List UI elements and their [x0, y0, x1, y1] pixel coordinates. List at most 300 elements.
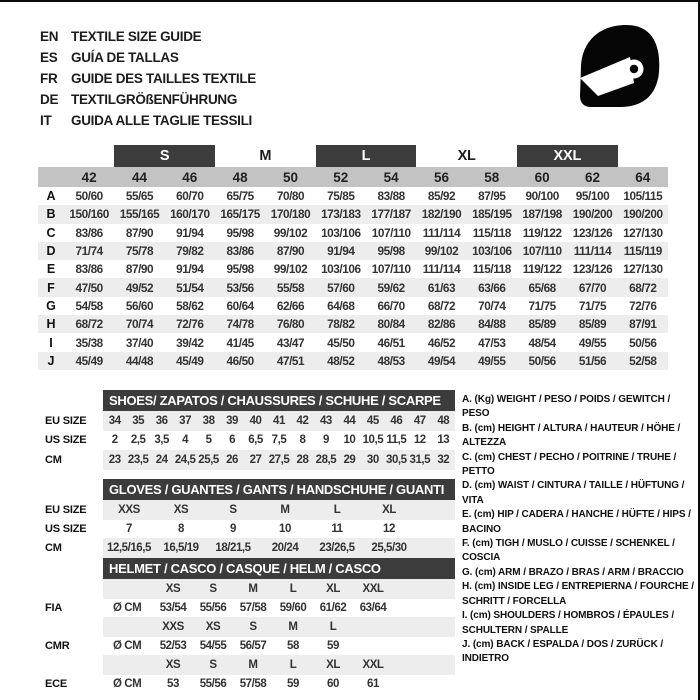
- size-group-cell: S: [114, 145, 215, 167]
- size-cell: 119/122: [522, 225, 562, 240]
- gloves-cell: 20/24: [271, 541, 299, 554]
- size-cell: 99/102: [273, 225, 308, 240]
- size-cell: 99/102: [424, 244, 459, 259]
- size-cell: 95/98: [226, 262, 254, 277]
- size-cell: 68/72: [629, 280, 657, 295]
- language-row: [40, 47, 256, 68]
- size-cell: 127/130: [623, 262, 663, 277]
- size-row-label: D: [46, 244, 56, 259]
- size-cell: 50/56: [528, 353, 556, 368]
- shoes-cell: 28: [296, 453, 309, 466]
- size-cell: 187/198: [522, 207, 562, 222]
- gloves-row-label: US SIZE: [45, 522, 87, 535]
- size-cell: 60/64: [226, 298, 254, 313]
- spacer-cell: [38, 145, 64, 167]
- size-cell: 95/100: [575, 189, 610, 204]
- size-cell: 70/74: [478, 298, 506, 313]
- size-cell: 87/90: [276, 244, 305, 259]
- shoes-cell: 12: [413, 434, 426, 447]
- helmet-value-cell: 53: [167, 677, 179, 690]
- size-cell: 52/58: [629, 353, 657, 368]
- size-cell: 150/160: [69, 207, 109, 222]
- gloves-row: [45, 519, 455, 539]
- size-cell: 87/90: [125, 262, 154, 277]
- gloves-cell: 7: [126, 522, 132, 535]
- helmet-value-cell: 57/58: [239, 677, 267, 690]
- size-cell: 65/68: [528, 280, 556, 295]
- size-cell: 49/55: [578, 335, 607, 350]
- legend-item: H. (cm) INSIDE LEG / ENTREPIERNA / FOURCHE / SCHRITT / FORCELLA: [462, 581, 694, 607]
- language-code: FR: [40, 71, 58, 86]
- helmet-size-cell: L: [329, 620, 337, 633]
- legend-item: C. (cm) CHEST / PECHO / POITRINE / TRUHE / PETTO: [462, 451, 677, 478]
- size-cell: 83/86: [75, 262, 103, 277]
- shoes-row: [45, 411, 455, 431]
- size-cell: 74/78: [226, 317, 254, 332]
- size-cell: 85/92: [427, 189, 456, 204]
- helmet-size-row: [45, 617, 455, 637]
- shoes-row: [45, 450, 455, 470]
- size-cell: 45/49: [75, 353, 103, 368]
- shoes-cell: 43: [319, 414, 332, 427]
- size-cell: 115/118: [472, 262, 511, 277]
- diameter-cm-prefix: Ø CM: [113, 601, 142, 614]
- helmet-size-row: [45, 579, 455, 599]
- helmet-value-cell: 57/58: [239, 601, 267, 614]
- size-cell: 190/200: [572, 207, 613, 222]
- size-cell: 78/82: [327, 317, 355, 332]
- size-cell: 71/75: [528, 298, 556, 313]
- gloves-cell: 18/21,5: [215, 541, 251, 554]
- gloves-cell: 9: [230, 522, 236, 535]
- helmet-value-cell: 55/56: [199, 677, 227, 690]
- helmet-standard-label: ECE: [45, 677, 68, 690]
- gloves-cell: 8: [178, 522, 184, 535]
- size-cell: 170/180: [270, 207, 311, 222]
- helmet-size-cell: S: [249, 620, 257, 633]
- size-group-cell: L: [316, 145, 417, 167]
- shoes-cell: 24,5: [174, 453, 196, 466]
- size-table-row: [38, 297, 668, 315]
- helmet-size-cell: XL: [326, 582, 340, 595]
- size-cell: 55/58: [276, 280, 305, 295]
- size-cell: 79/82: [176, 244, 204, 259]
- size-cell: 56/60: [125, 298, 154, 313]
- size-cell: 103/106: [321, 225, 361, 240]
- legend-item: F. (cm) TIGH / MUSLO / CUISSE / SCHENKEL / COSCIA: [462, 538, 675, 564]
- size-table-row: [38, 333, 668, 351]
- size-column-header: 58: [484, 169, 500, 185]
- helmet-size-cell: XS: [205, 620, 221, 633]
- size-row-label: E: [46, 262, 56, 277]
- size-cell: 49/54: [427, 353, 456, 368]
- language-code: ES: [40, 50, 58, 65]
- helmet-size-cells: [103, 579, 455, 599]
- helmet-size-cell: XL: [326, 658, 340, 671]
- size-cell: 35/38: [75, 335, 103, 350]
- helmet-value-cell: 60: [327, 677, 339, 690]
- language-list: [40, 26, 256, 131]
- size-cell: 115/119: [623, 244, 662, 259]
- size-table-row: [38, 205, 668, 223]
- diameter-cm-prefix: Ø CM: [113, 639, 142, 652]
- size-cell: 80/84: [377, 317, 405, 332]
- helmet-value-cell: 59: [287, 677, 299, 690]
- shoes-cell: 6: [229, 434, 236, 447]
- shoes-cells: [103, 431, 455, 451]
- gloves-cell: 12,5/16,5: [107, 541, 151, 554]
- shoes-cell: 37: [179, 414, 192, 427]
- shoes-row-label: US SIZE: [45, 434, 87, 447]
- shoes-cell: 5: [205, 434, 212, 447]
- gloves-cell: 10: [279, 522, 291, 535]
- size-cell: 66/70: [377, 298, 405, 313]
- shoes-cell: 41: [273, 414, 285, 427]
- helmet-size-cell: S: [209, 582, 217, 595]
- size-cell: 103/106: [321, 262, 361, 277]
- size-cell: 71/74: [75, 244, 103, 259]
- size-table-row: [38, 224, 668, 242]
- size-cell: 58/62: [176, 298, 204, 313]
- size-group-cell: XXL: [517, 145, 618, 167]
- size-cell: 57/60: [327, 280, 355, 295]
- gloves-cell: 11: [331, 522, 343, 535]
- size-group-cell: M: [259, 148, 272, 164]
- size-cell: 82/86: [427, 317, 456, 332]
- size-table-row: [38, 352, 668, 370]
- helmet-size-cell: XXS: [162, 620, 184, 633]
- shoes-cell: 3,5: [154, 434, 169, 447]
- shoes-cell: 27,5: [268, 453, 290, 466]
- size-cell: 51/54: [176, 280, 204, 295]
- helmet-value-cell: 53/54: [159, 601, 187, 614]
- shoes-cell: 10: [343, 434, 356, 447]
- shoes-cell: 4: [182, 434, 189, 447]
- size-cell: 103/106: [472, 244, 512, 259]
- size-cell: 54/58: [75, 298, 103, 313]
- spacer-cell: [618, 145, 668, 167]
- spacer-cell: [38, 167, 64, 187]
- gloves-row-label: CM: [45, 541, 62, 554]
- legend-item: B. (cm) HEIGHT / ALTURA / HAUTEUR / HÖHE / ALTEZZA: [462, 422, 681, 449]
- size-row-label: F: [47, 280, 55, 295]
- helmet-value-cell: 55/56: [199, 601, 227, 614]
- shoes-cell: 24: [155, 453, 168, 466]
- helmet-size-cell: M: [248, 658, 258, 671]
- size-cell: 115/118: [472, 225, 511, 240]
- size-table-row: [38, 278, 668, 296]
- legend-item: E. (cm) HIP / CADERA / HANCHE / HÜFTE / HIPS / BACINO: [462, 509, 691, 535]
- gloves-cell: 12: [383, 522, 395, 535]
- shoes-cell: 29: [343, 453, 356, 466]
- gloves-row: [45, 538, 455, 558]
- size-column-header: 52: [333, 169, 349, 185]
- size-table-row: [38, 315, 668, 333]
- size-cell: 123/126: [572, 262, 613, 277]
- size-cell: 87/91: [629, 317, 657, 332]
- size-cell: 72/76: [629, 298, 657, 313]
- size-cell: 83/86: [75, 225, 103, 240]
- size-cell: 46/50: [226, 353, 254, 368]
- size-cell: 182/190: [421, 207, 462, 222]
- gloves-cell: 25,5/30: [371, 541, 407, 554]
- size-cell: 44/48: [125, 353, 154, 368]
- size-cell: 95/98: [226, 225, 254, 240]
- shoes-cell: 9: [322, 434, 329, 447]
- helmet-size-cells: [103, 655, 455, 675]
- legend-item: A. (Kg) WEIGHT / PESO / POIDS / GEWITCH / PESO: [462, 394, 671, 420]
- shoes-title-bar: SHOES/ ZAPATOS / CHAUSSURES / SCHUHE / SCARPE: [103, 390, 455, 411]
- size-cell: 111/114: [422, 225, 461, 240]
- size-cell: 70/80: [276, 189, 305, 204]
- size-cell: 48/52: [327, 353, 355, 368]
- size-cell: 87/95: [478, 189, 506, 204]
- size-column-header: 46: [182, 169, 198, 185]
- helmet-size-cells: [103, 617, 455, 637]
- size-cell: 43/47: [276, 335, 305, 350]
- gloves-cells: [103, 519, 455, 539]
- size-cell: 111/114: [422, 262, 461, 277]
- language-code: DE: [40, 92, 59, 107]
- shoes-cells: [103, 411, 455, 431]
- size-cell: 83/86: [226, 244, 254, 259]
- shoes-cell: 10,5: [362, 434, 384, 447]
- size-cell: 45/49: [176, 353, 204, 368]
- size-cell: 63/66: [478, 280, 506, 295]
- shoes-cell: 27: [249, 453, 262, 466]
- helmet-value-row: [45, 674, 455, 694]
- size-cell: 62/66: [276, 298, 305, 313]
- size-cell: 173/183: [321, 207, 361, 222]
- language-row: [40, 110, 256, 131]
- size-cell: 45/50: [327, 335, 355, 350]
- shoes-cell: 39: [226, 414, 239, 427]
- gloves-cells: [103, 538, 455, 558]
- language-row: [40, 26, 256, 47]
- gloves-cell: XXS: [118, 503, 140, 516]
- size-cell: 91/94: [176, 225, 204, 240]
- size-cell: 76/80: [276, 317, 305, 332]
- size-cell: 64/68: [327, 298, 355, 313]
- size-cell: 99/102: [273, 262, 308, 277]
- size-cell: 91/94: [176, 262, 204, 277]
- helmet-title-bar: HELMET / CASCO / CASQUE / HELM / CASCO: [103, 558, 455, 579]
- size-column-header-row: [38, 167, 668, 187]
- size-cell: 85/89: [528, 317, 556, 332]
- helmet-value-cells: [103, 636, 455, 656]
- shoes-cell: 42: [296, 414, 309, 427]
- size-cell: 68/72: [427, 298, 456, 313]
- shoes-cell: 25,5: [198, 453, 219, 466]
- helmet-size-cell: XS: [165, 658, 181, 671]
- size-cell: 48/53: [377, 353, 405, 368]
- gloves-cell: L: [333, 503, 341, 516]
- size-cell: 87/90: [125, 225, 154, 240]
- size-cell: 47/53: [478, 335, 506, 350]
- size-cell: 123/126: [572, 225, 613, 240]
- size-row-label: G: [46, 298, 56, 313]
- helmet-value-cell: 54/55: [199, 639, 227, 652]
- helmet-size-cell: L: [289, 658, 297, 671]
- helmet-standard-label: CMR: [45, 639, 70, 652]
- size-cell: 177/187: [371, 207, 411, 222]
- legend-item: I. (cm) SHOULDERS / HOMBROS / ÉPAULES / SCHULTERN / SPALLE: [462, 610, 675, 636]
- size-column-header: 60: [534, 169, 550, 185]
- shoes-cell: 44: [343, 414, 356, 427]
- size-cell: 41/45: [226, 335, 254, 350]
- language-row: [40, 68, 256, 89]
- size-cell: 160/170: [170, 207, 210, 222]
- helmet-standard-label: FIA: [45, 601, 63, 614]
- shoes-cell: 31,5: [409, 453, 431, 466]
- size-cell: 49/52: [125, 280, 154, 295]
- size-column-header: 42: [81, 169, 97, 185]
- shoes-cell: 2,5: [130, 434, 146, 447]
- size-row-label: I: [49, 335, 53, 350]
- size-cell: 91/94: [327, 244, 355, 259]
- size-group-header-row: [38, 145, 668, 167]
- size-table-row: [38, 242, 668, 260]
- size-cell: 127/130: [623, 225, 663, 240]
- size-cell: 111/114: [573, 244, 612, 259]
- helmet-value-cell: 59: [327, 639, 339, 652]
- shoes-cell: 30: [366, 453, 379, 466]
- gloves-cells: [103, 500, 455, 520]
- size-row-label: H: [46, 317, 56, 332]
- size-cell: 185/195: [472, 207, 512, 222]
- diameter-cm-prefix: Ø CM: [113, 677, 142, 690]
- size-cell: 46/52: [427, 335, 456, 350]
- size-column-header: 56: [433, 169, 449, 185]
- helmet-value-cell: 61: [367, 677, 379, 690]
- shoes-cell: 28,5: [315, 453, 337, 466]
- size-table-row: [38, 260, 668, 278]
- language-label: TEXTILE SIZE GUIDE: [71, 29, 202, 44]
- size-cell: 75/78: [125, 244, 154, 259]
- shoes-cell: 46: [390, 414, 403, 427]
- shoes-cell: 23: [108, 453, 121, 466]
- size-cell: 84/88: [478, 317, 506, 332]
- helmet-value-cells: [103, 598, 455, 618]
- helmet-value-cell: 52/53: [159, 639, 187, 652]
- size-cell: 83/88: [377, 189, 405, 204]
- size-cell: 68/72: [75, 317, 103, 332]
- helmet-size-cell: L: [289, 582, 297, 595]
- helmet-value-cell: 58: [287, 639, 299, 652]
- size-cell: 61/63: [427, 280, 456, 295]
- size-column-header: 44: [131, 169, 147, 185]
- helmet-value-cell: 61/62: [319, 601, 347, 614]
- size-cell: 67/70: [578, 280, 607, 295]
- textile-size-table: [38, 145, 668, 370]
- legend-item: G. (cm) ARM / BRAZO / BRAS / ARM / BRACCIO: [462, 566, 684, 578]
- size-cell: 190/200: [623, 207, 663, 222]
- gloves-title-bar: GLOVES / GUANTES / GANTS / HANDSCHUHE / GUANTI: [103, 479, 455, 500]
- size-row-label: J: [47, 353, 55, 368]
- helmet-value-row: [45, 598, 455, 618]
- size-column-header: 62: [584, 169, 600, 185]
- size-cell: 119/122: [522, 262, 562, 277]
- language-label: GUÍA DE TALLAS: [71, 50, 179, 65]
- helmet-size-cell: S: [209, 658, 217, 671]
- size-column-header: 48: [232, 169, 248, 185]
- size-cell: 51/56: [578, 353, 607, 368]
- gloves-cell: XL: [382, 503, 396, 516]
- helmet-size-cell: M: [288, 620, 298, 633]
- spacer-cell: [64, 145, 114, 167]
- measurement-legend: [462, 393, 700, 667]
- shoes-cells: [103, 450, 455, 470]
- size-table-body: [38, 187, 668, 370]
- gloves-cell: S: [229, 503, 237, 516]
- helmet-value-cells: [103, 674, 455, 694]
- shoes-cell: 32: [437, 453, 450, 466]
- helmet-value-cell: 63/64: [359, 601, 387, 614]
- size-cell: 50/60: [75, 189, 103, 204]
- shoes-cell: 11,5: [386, 434, 407, 447]
- shoes-cell: 35: [132, 414, 145, 427]
- helmet-value-cell: 59/60: [279, 601, 307, 614]
- size-cell: 53/56: [226, 280, 254, 295]
- shoes-cell: 48: [437, 414, 450, 427]
- size-cell: 48/54: [528, 335, 556, 350]
- gloves-cell: XS: [173, 503, 189, 516]
- helmet-size-cell: XXL: [362, 582, 384, 595]
- size-cell: 49/55: [478, 353, 506, 368]
- gloves-row-label: EU SIZE: [45, 503, 87, 516]
- size-row-label: B: [46, 207, 56, 222]
- size-cell: 155/165: [119, 207, 160, 222]
- language-code: IT: [40, 113, 52, 128]
- size-cell: 85/89: [578, 317, 607, 332]
- shoes-cell: 47: [413, 414, 426, 427]
- size-row-label: C: [46, 225, 56, 240]
- shoes-cell: 34: [108, 414, 121, 427]
- size-cell: 47/50: [75, 280, 103, 295]
- language-label: TEXTILGRÖßENFÜHRUNG: [71, 92, 238, 107]
- shoes-cell: 6,5: [248, 434, 263, 447]
- helmet-size-cell: XXL: [362, 658, 384, 671]
- shoes-cell: 45: [366, 414, 379, 427]
- size-row-label: A: [46, 189, 56, 204]
- size-cell: 46/51: [377, 335, 405, 350]
- size-cell: 70/74: [125, 317, 154, 332]
- shoes-cell: 13: [437, 434, 450, 447]
- size-cell: 47/51: [276, 353, 305, 368]
- language-label: GUIDE DES TAILLES TEXTILE: [71, 71, 257, 86]
- size-cell: 165/175: [220, 207, 260, 222]
- shoes-cell: 26: [226, 453, 239, 466]
- size-cell: 71/75: [578, 298, 607, 313]
- shoes-cell: 36: [155, 414, 168, 427]
- legend-item: D. (cm) WAIST / CINTURA / TAILLE / HÜFTUNG / VITA: [462, 480, 685, 506]
- shoes-row: [45, 431, 455, 451]
- shoes-cell: 2: [111, 434, 118, 447]
- size-cell: 90/100: [525, 189, 559, 204]
- helmet-size-cell: M: [248, 582, 258, 595]
- shoes-cell: 38: [202, 414, 215, 427]
- size-cell: 39/42: [176, 335, 204, 350]
- size-cell: 107/110: [371, 225, 411, 240]
- gloves-row: [45, 500, 455, 520]
- shoes-row-label: CM: [45, 453, 62, 466]
- size-cell: 37/40: [125, 335, 154, 350]
- shoes-cell: 8: [299, 434, 306, 447]
- shoes-cell: 7,5: [271, 434, 287, 447]
- shoes-cell: 40: [249, 414, 262, 427]
- size-cell: 50/56: [629, 335, 657, 350]
- shoes-cell: 30,5: [386, 453, 407, 466]
